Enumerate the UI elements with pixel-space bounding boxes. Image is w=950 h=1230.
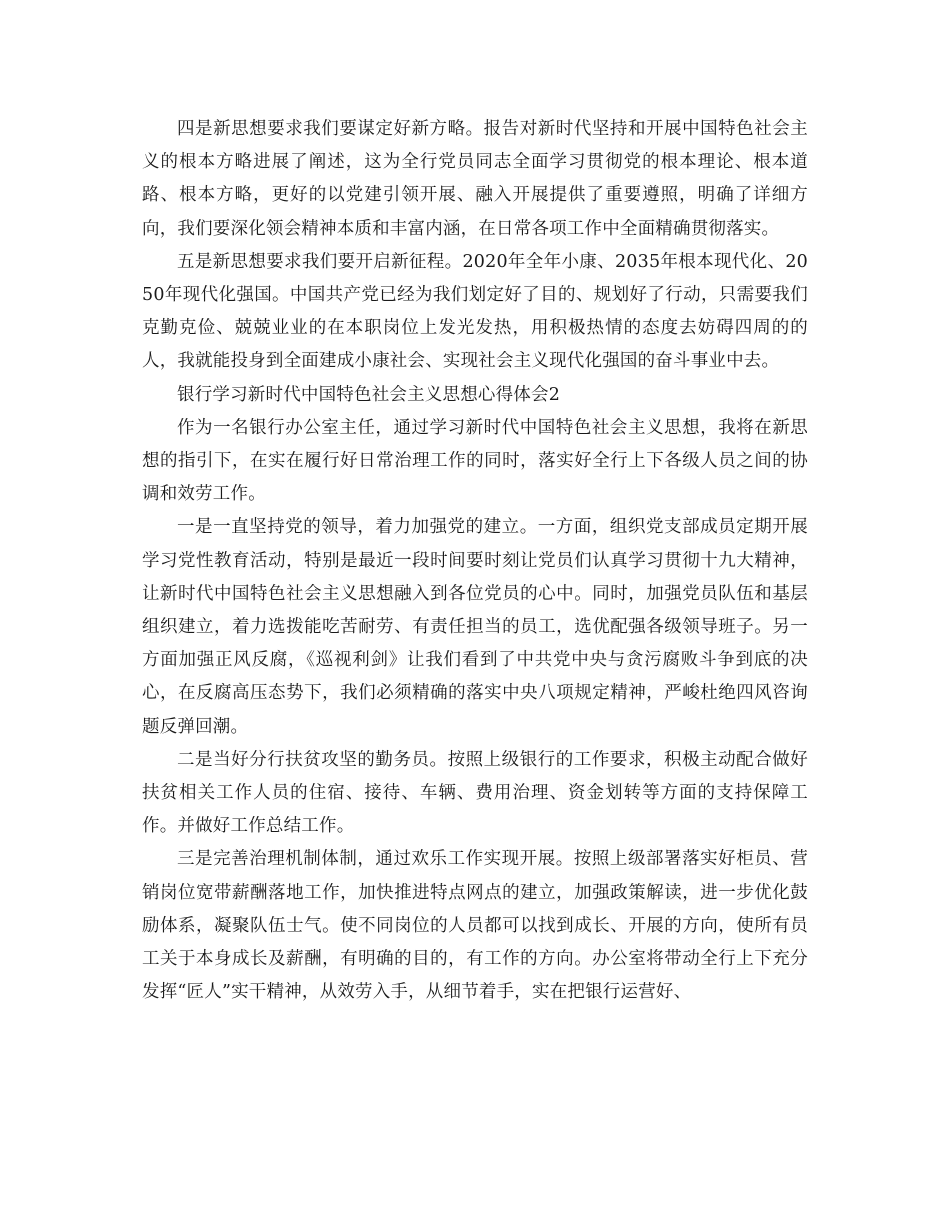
paragraph-point-four: 四是新思想要求我们要谋定好新方略。报告对新时代坚持和开展中国特色社会主义的根本方略进展了阐述，这为全行党员同志全面学习贯彻党的根本理论、根本道路、根本方略，更好的以党建引领开展、融入开展提供了重要遵照，明确了详细方向，我们要深化领会精神本质和丰富内涵，在日常各项工作中全面精确贯彻落实。 xyxy=(142,119,808,239)
section-heading: 银行学习新时代中国特色社会主义思想心得体会2 xyxy=(177,384,561,405)
paragraph-point-one: 一是一直坚持党的领导，着力加强党的建立。一方面，组织党支部成员定期开展学习党性教育活动，特别是最近一段时间要时刻让党员们认真学习贯彻十九大精神，让新时代中国特色社会主义思想融入到各位党员的心中。同时，加强党员队伍和基层组织建立，着力选拨能吃苦耐劳、有责任担当的员工，选优配强各级领导班子。另一方面加强正风反腐，《巡视利剑》让我们看到了中共党中央与贪污腐败斗争到底的决心，在反腐高压态势下，我们必须精确的落实中央八项规定精神，严峻杜绝四风咨询题反弹回潮。 xyxy=(142,517,808,737)
paragraph-point-five: 五是新思想要求我们要开启新征程。2020年全年小康、2035年根本现代化、2050年现代化强国。中国共产党已经为我们划定好了目的、规划好了行动，只需要我们克勤克俭、兢兢业业的在本职岗位上发光发热，用积极热情的态度去妨碍四周的的人，我就能投身到全面建成小康社会、实现社会主义现代化强国的奋斗事业中去。 xyxy=(142,251,808,372)
paragraph-point-three: 三是完善治理机制体制，通过欢乐工作实现开展。按照上级部署落实好柜员、营销岗位宽带薪酬落地工作，加快推进特点网点的建立，加强政策解读，进一步优化鼓励体系，凝聚队伍士气。使不同岗位的人员都可以找到成长、开展的方向，使所有员工关于本身成长及薪酬，有明确的目的，有工作的方向。办公室将带动全行上下充分发挥“匠人”实干精神，从效劳入手，从细节着手，实在把银行运营好、 xyxy=(142,849,808,1003)
paragraph-intro: 作为一名银行办公室主任，通过学习新时代中国特色社会主义思想，我将在新思想的指引下，在实在履行好日常治理工作的同时，落实好全行上下各级人员之间的协调和效劳工作。 xyxy=(142,417,808,505)
document-body xyxy=(142,113,808,1009)
paragraph-point-two: 二是当好分行扶贫攻坚的勤务员。按照上级银行的工作要求，积极主动配合做好扶贫相关工作人员的住宿、接待、车辆、费用治理、资金划转等方面的支持保障工作。并做好工作总结工作。 xyxy=(142,749,808,837)
